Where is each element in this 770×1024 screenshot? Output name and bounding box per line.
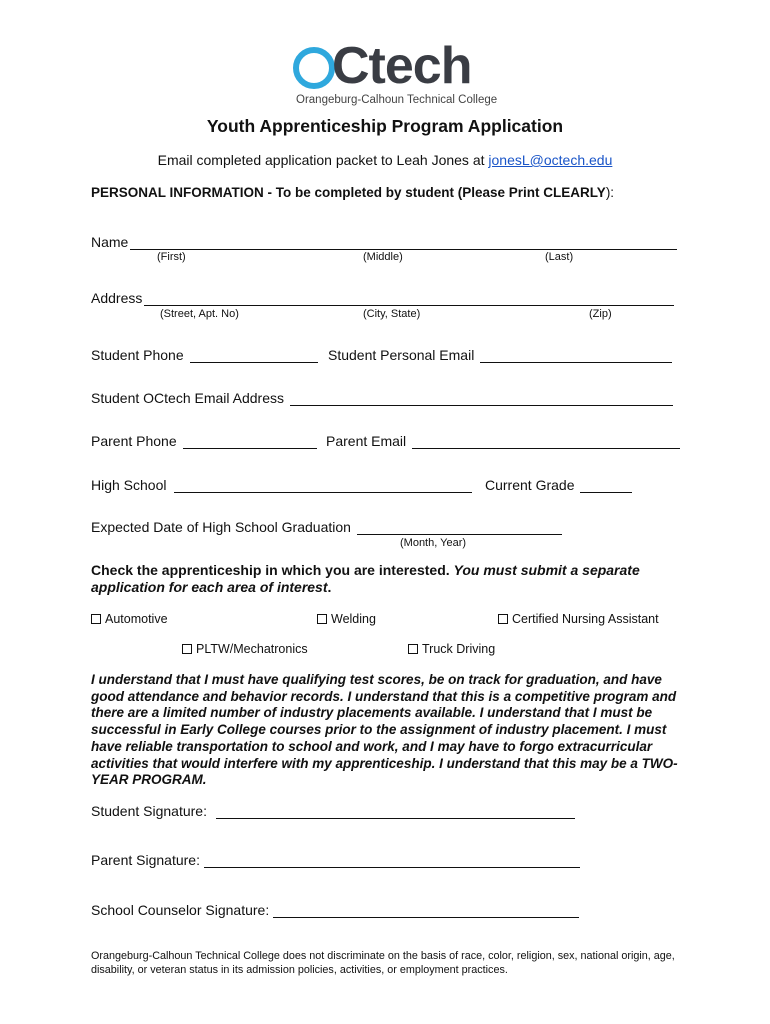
graduation-sub: (Month, Year) [400,537,467,549]
student-email-field[interactable] [328,347,672,363]
student-signature-field[interactable] [91,803,575,819]
address-sub-street: (Street, Apt. No) [160,308,239,320]
parent-signature-field[interactable] [91,852,580,868]
option-pltw[interactable] [182,642,308,656]
email-instruction [0,152,770,168]
page-title: Youth Apprenticeship Program Application [206,116,564,136]
checkbox-icon[interactable] [91,614,101,624]
option-welding-label: Welding [331,612,376,626]
address-line[interactable] [144,292,674,306]
checkbox-icon[interactable] [182,644,192,654]
checkbox-icon[interactable] [317,614,327,624]
address-label: Address [91,290,143,306]
check-intro-italic: You must submit a separate application for each area of interest [91,562,640,595]
email-instruction-text: Email completed application packet to Leah Jones at [157,152,489,168]
check-intro-end: . [327,579,332,595]
parent-phone-field[interactable] [91,433,317,449]
student-email-line[interactable] [480,349,672,363]
graduation-label: Expected Date of High School Graduation [91,519,351,535]
nondiscrimination-footer: Orangeburg-Calhoun Technical College does not discriminate on the basis of race, color, religion, sex, national origin, age, disability, or veteran status in its admission policies, activities, or employment practices. [91,950,675,976]
octech-email-line[interactable] [290,392,673,406]
section-heading [91,185,614,200]
section-heading-main: PERSONAL INFORMATION - To be completed by student (Please Print CLEARLY [91,185,606,200]
option-truck[interactable] [408,642,495,656]
logo-college-name: Orangeburg-Calhoun Technical College [296,94,498,106]
parent-email-label: Parent Email [326,433,407,449]
parent-phone-label: Parent Phone [91,433,177,449]
high-school-field[interactable] [91,477,472,493]
option-automotive[interactable] [91,612,168,626]
section-heading-suffix: ): [605,185,615,200]
counselor-signature-label: School Counselor Signature: [91,902,270,918]
address-field[interactable] [91,290,674,306]
name-label: Name [91,234,129,250]
check-intro-text: Check the apprenticeship in which you are interested. [91,562,454,578]
current-grade-line[interactable] [580,479,632,493]
logo-brand-text: Ctech [332,37,472,95]
high-school-line[interactable] [174,479,472,493]
name-sub-last: (Last) [545,251,574,263]
apprenticeship-instructions [91,562,691,596]
option-welding[interactable] [317,612,376,626]
octech-email-label: Student OCtech Email Address [91,390,284,406]
octech-email-field[interactable] [91,390,673,406]
agreement-statement: I understand that I must have qualifying test scores, be on track for graduation, and have good attendance and behavior records. I understand that this is a competitive program and there are a limited number of industry placements available. I understand that I must be successful in Early College courses prior to the assignment of industry placement. I must have reliable transportation to school and work, and I may have to forgo extracurricular activities that would interfere with my apprenticeship. I understand that this may be a TWO-YEAR PROGRAM. [91,672,678,788]
graduation-line[interactable] [357,521,562,535]
name-line[interactable] [130,236,677,250]
parent-phone-line[interactable] [183,435,317,449]
parent-signature-line[interactable] [204,854,580,868]
contact-email-link[interactable]: jonesL@octech.edu [488,152,613,168]
high-school-label: High School [91,477,167,493]
student-email-label: Student Personal Email [328,347,475,363]
parent-signature-label: Parent Signature: [91,852,200,868]
checkbox-icon[interactable] [498,614,508,624]
graduation-field[interactable] [91,519,562,535]
option-automotive-label: Automotive [105,612,168,626]
option-cna[interactable] [498,612,659,626]
option-cna-label: Certified Nursing Assistant [512,612,659,626]
college-logo [292,37,498,108]
option-pltw-label: PLTW/Mechatronics [196,642,308,656]
student-signature-label: Student Signature: [91,803,207,819]
name-field[interactable] [91,234,677,250]
checkbox-icon[interactable] [408,644,418,654]
current-grade-field[interactable] [485,477,632,493]
name-sub-middle: (Middle) [363,251,403,263]
address-sub-zip: (Zip) [589,308,612,320]
address-sub-city: (City, State) [363,308,421,320]
student-phone-label: Student Phone [91,347,184,363]
parent-email-field[interactable] [326,433,680,449]
parent-email-line[interactable] [412,435,680,449]
counselor-signature-line[interactable] [273,904,579,918]
student-phone-field[interactable] [91,347,318,363]
name-sub-first: (First) [157,251,186,263]
current-grade-label: Current Grade [485,477,575,493]
student-phone-line[interactable] [190,349,318,363]
option-truck-label: Truck Driving [422,642,496,656]
counselor-signature-field[interactable] [91,902,579,918]
student-signature-line[interactable] [216,805,575,819]
